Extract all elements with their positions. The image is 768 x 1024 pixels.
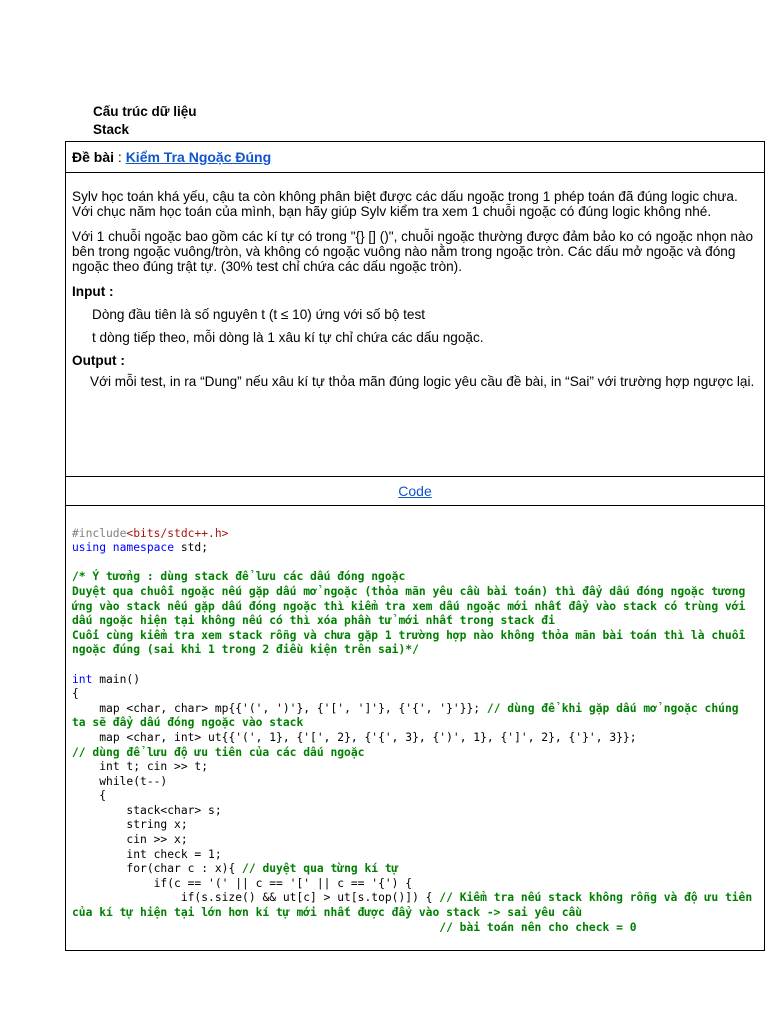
code-comment: // duyệt qua từng kí tự [235,862,399,876]
code-token: map <char, char> mp{{'(', ')'}, {'[', ']'}, {'{', '}'}}; [72,701,481,715]
title-row [66,142,764,173]
code-token: std; [174,541,209,555]
code-token: for(char c : x){ [72,862,236,876]
code-line [72,541,758,556]
code-token: map <char, int> ut{{'(', 1}, {'[', 2}, {'{', 3}, {')', 1}, {']', 2}, {'}', 3}}; [72,730,637,744]
problem-statement [66,173,764,477]
code-line: stack<char> s; [72,803,222,817]
code-link[interactable]: Code [398,483,432,499]
code-token: using namespace [72,541,175,555]
output-line-1: Với mỗi test, in ra “Dung” nếu xâu kí tự thỏa mãn đúng logic yêu cầu đề bài, in “Sai” với trường hợp ngược lại. [90,374,755,389]
code-block [66,506,764,950]
problem-title-link[interactable]: Kiểm Tra Ngoặc Đúng [125,149,272,165]
code-comment: Duyệt qua chuỗi ngoặc nếu gặp dấu mở ngoặc (thỏa mãn yêu cầu bài toán) thì đẩy dấu đóng ngoặc tương ứng vào stack nếu gặp dấu đóng ngoặc thì kiểm tra xem dấu ngoặc mới nhất đẩy vào stack có trùng với dấu ngoặc hiện tại không nếu có thì xóa phần tử mới nhất trong stack đi [72,584,753,628]
code-token: #include [72,526,127,540]
code-line: int t; cin >> t; [72,760,209,774]
code-line: while(t--) [72,774,168,788]
code-line: int check = 1; [72,847,222,861]
code-comment: // bài toán nên cho check = 0 [72,920,637,934]
title-label: Đề bài [72,149,115,165]
input-heading: Input : [72,284,114,299]
code-blank-line [72,658,758,673]
document-header [93,103,197,139]
input-line-2: t dòng tiếp theo, mỗi dòng là 1 xâu kí tự chỉ chứa các dấu ngoặc. [92,330,484,345]
code-line: string x; [72,818,188,832]
problem-table [65,141,765,951]
code-comment: /* Ý tưởng : dùng stack để lưu các dấu đóng ngoặc [72,570,406,584]
input-line-1: Dòng đầu tiên là số nguyên t (t ≤ 10) ứng với số bộ test [92,307,426,322]
code-line: { [72,687,79,701]
code-comment: // dùng để lưu độ ưu tiên của các dấu ngoặc [72,745,365,759]
code-token: if(s.size() && ut[c] > ut[s.top()]) { [72,891,433,905]
code-line [72,862,758,877]
code-link-row [66,477,764,506]
code-token: <bits/stdc++.h> [126,526,229,540]
code-token: int [72,672,93,686]
statement-paragraph-1: Sylv học toán khá yếu, cậu ta còn không phân biệt được các dấu ngoặc trong 1 phép toán đã đúng logic chưa. Với chục năm học toán của mình, bạn hãy giúp Sylv kiểm tra xem 1 chuỗi ngoặc có đúng logic không nhé. [72,189,738,219]
header-subject: Cấu trúc dữ liệu [93,104,197,119]
code-line: if(c == '(' || c == '[' || c == '{') { [72,876,413,890]
code-comment: // Kiểm tra nếu stack không rỗng và độ ưu tiên của kí tự hiện tại lớn hơn kí tự mới nhất được đẩy vào stack -> sai yêu cầu [72,891,759,920]
code-comment: Cuối cùng kiểm tra xem stack rỗng và chưa gặp 1 trường hợp nào không thỏa mãn bài toán thì là chuỗi ngoặc đúng (sai khi 1 trong 2 điều kiện trên sai)*/ [72,628,753,657]
code-line [72,673,758,688]
code-line [72,731,758,746]
title-separator: : [114,149,126,165]
output-heading: Output : [72,353,125,368]
code-line: { [72,789,107,803]
code-line: cin >> x; [72,833,188,847]
code-comment: // dùng để khi gặp dấu mở ngoặc chúng ta sẽ đẩy dấu đóng ngoặc vào stack [72,701,746,730]
code-line [72,527,758,542]
statement-paragraph-2: Với 1 chuỗi ngoặc bao gồm các kí tự có trong "{} [] ()", chuỗi ngoặc thường được đảm bảo ko có ngoặc nhọn nào bên trong ngoặc vuông/tròn, và không có ngoặc vuông nào nằm trong ngoặc tròn. Các dấu mở ngoặc và đóng ngoặc theo đúng trật tự. (30% test chỉ chứa các dấu ngoặc tròn). [72,229,754,274]
code-line [72,891,758,920]
code-line [72,702,758,731]
code-token: main() [92,672,141,686]
code-blank-line [72,556,758,571]
header-topic: Stack [93,122,130,137]
